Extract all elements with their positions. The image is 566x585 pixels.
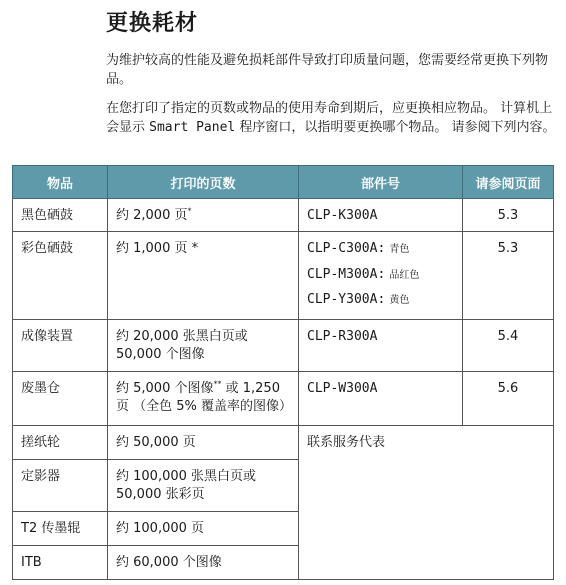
cell-pages: 约 100,000 页: [108, 512, 299, 546]
cell-pages: [108, 372, 299, 426]
pages-line-2: 页 （全色 5% 覆盖率的图像）: [116, 399, 293, 414]
part-color: 品红色: [389, 270, 420, 281]
smart-panel-name: Smart Panel: [149, 120, 236, 135]
header-pages: 打印的页数: [108, 166, 299, 199]
supplies-table: [12, 165, 554, 580]
instruction-text-a: 在您打印了指定的页数或物品的使用寿命到期后，应更换相应物品。 计算机上会显示: [106, 101, 553, 135]
part-code: CLP-Y300A:: [307, 292, 386, 307]
pages-line-2: 50,000 个图像: [116, 347, 205, 362]
part-code: CLP-M300A:: [307, 267, 386, 282]
cell-item: 成像装置: [13, 320, 108, 372]
page-title: 更换耗材: [106, 11, 199, 36]
cell-ref: 5.3: [463, 199, 554, 232]
cell-ref: 5.6: [463, 372, 554, 426]
pages-text-b: 或 1,250: [225, 381, 280, 396]
footnote-mark: *: [187, 206, 192, 216]
header-item: 物品: [13, 166, 108, 199]
part-yellow: [307, 288, 454, 313]
part-cyan: [307, 240, 454, 259]
cell-ref: 5.4: [463, 320, 554, 372]
table-row: [13, 320, 554, 372]
cell-pages: 约 60,000 个图像: [108, 546, 299, 580]
pages-line-2: 50,000 张彩页: [116, 487, 205, 502]
cell-part: CLP-W300A: [299, 372, 463, 426]
pages-text: 约 2,000 页: [116, 208, 188, 223]
cell-part-list: [299, 232, 463, 320]
instruction-paragraph: [106, 99, 556, 137]
table-row: [13, 199, 554, 232]
pages-text-a: 约 5,000 个图像: [116, 381, 214, 396]
cell-pages: [108, 460, 299, 512]
cell-part: CLP-K300A: [299, 199, 463, 232]
cell-pages: [108, 199, 299, 232]
cell-item: ITB: [13, 546, 108, 580]
table-row: [13, 372, 554, 426]
cell-item: 彩色硒鼓: [13, 232, 108, 320]
table-row: [13, 426, 554, 460]
part-color: 黄色: [389, 295, 410, 306]
part-code: CLP-C300A:: [307, 241, 386, 256]
cell-pages: 约 1,000 页 *: [108, 232, 299, 320]
cell-item: 废墨仓: [13, 372, 108, 426]
cell-ref: 5.3: [463, 232, 554, 320]
intro-paragraph: 为维护较高的性能及避免损耗部件导致打印质量问题，您需要经常更换下列物品。: [106, 53, 549, 87]
pages-line-1: 约 20,000 张黑白页或: [116, 329, 248, 344]
cell-service-contact: 联系服务代表: [299, 426, 554, 580]
instruction-text-b: 程序窗口，以指明要更换哪个物品。 请参阅下列内容。: [235, 120, 556, 135]
cell-pages: 约 50,000 页: [108, 426, 299, 460]
part-magenta: [307, 263, 454, 288]
header-part-number: 部件号: [299, 166, 463, 199]
cell-item: 定影器: [13, 460, 108, 512]
table-header-row: [13, 166, 554, 199]
table-row: [13, 232, 554, 320]
cell-item: 黑色硒鼓: [13, 199, 108, 232]
part-color: 青色: [389, 244, 410, 255]
cell-part: CLP-R300A: [299, 320, 463, 372]
pages-line-1: 约 100,000 张黑白页或: [116, 469, 257, 484]
cell-item: T2 传墨辊: [13, 512, 108, 546]
cell-item: 搓纸轮: [13, 426, 108, 460]
footnote-mark: **: [213, 379, 222, 389]
cell-pages: [108, 320, 299, 372]
header-ref-page: 请参阅页面: [463, 166, 554, 199]
